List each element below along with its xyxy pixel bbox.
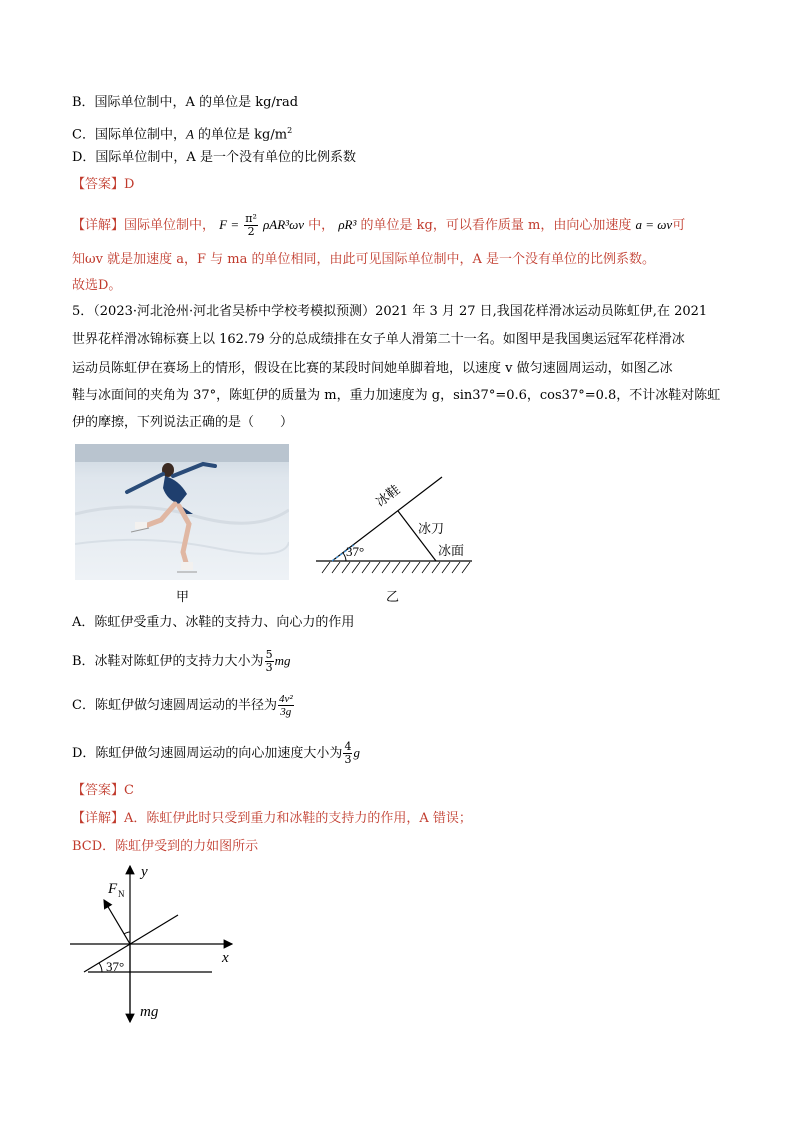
detail-5-line2: BCD．陈虹伊受到的力如图所示 (72, 839, 259, 854)
caption-yi: 乙 (386, 590, 400, 605)
question-5-line4: 鞋与冰面间的夹角为 37°，陈虹伊的质量为 m，重力加速度为 g，sin37°=0.6，cos37°=0.8，不计冰鞋对陈虹 (72, 388, 721, 403)
answer-5: 【答案】C (72, 783, 134, 798)
mg-label: mg (140, 1004, 159, 1020)
ice-blade-label: 冰刀 (418, 522, 445, 537)
option-5-d: D．陈虹伊做匀速圆周运动的向心加速度大小为 $\frac{4}{3}$ g (72, 740, 360, 766)
option-5-c: C．陈虹伊做匀速圆周运动的半径为 $\frac{\text{4v²}}{3g}$ (72, 693, 293, 718)
option-b-prev: B．国际单位制中，A 的单位是 kg/rad (72, 95, 299, 110)
option-5-b: B．冰鞋对陈虹伊的支持力大小为 $\frac{5}{3}$ mg (72, 648, 291, 674)
ice-surface-label: 冰面 (438, 544, 465, 559)
option-d-prev: D．国际单位制中，A 是一个没有单位的比例系数 (72, 150, 356, 165)
question-5-line2: 世界花样滑冰锦标赛上以 162.79 分的总成绩排在女子单人滑第二十一名。如图甲是我国奥运冠军花样滑冰 (72, 332, 685, 347)
skater-photo (75, 444, 289, 580)
shoe-angle-diagram (312, 465, 477, 575)
question-5-line1: 5．（2023·河北沧州·河北省吴桥中学校考模拟预测）2021 年 3 月 27 日,我国花样滑冰运动员陈虹伊,在 2021 (72, 304, 708, 319)
x-axis-label: x (222, 950, 229, 966)
detail-4-line3: 故选D。 (72, 278, 122, 293)
option-c-prev: C．国际单位制中，A 的单位是 $kg/m^2$ (72, 126, 293, 143)
option-5-a: A．陈虹伊受重力、冰鞋的支持力、向心力的作用 (72, 615, 355, 630)
angle-label: 37° (346, 544, 365, 559)
y-axis-label: y (141, 864, 148, 880)
force-diagram (70, 860, 240, 1025)
answer-4: 【答案】D (72, 177, 135, 192)
fn-subscript: N (118, 889, 125, 899)
angle-37-label: 37° (106, 959, 125, 974)
detail-4-line1: 【详解】国际单位制中， F = $\frac{\text{π²}}{2}$ ρAR³ωv 中， ρR³ 的单位是 kg，可以看作质量 m，由向心加速度 a = ωv可 (72, 212, 686, 238)
detail-4-line2: 知ωv 就是加速度 a，F 与 ma 的单位相同，由此可见国际单位制中，A 是一个没有单位的比例系数。 (72, 252, 655, 267)
fn-label: F (108, 881, 118, 897)
question-5-line5: 伊的摩擦，下列说法正确的是（ ） (72, 415, 294, 430)
caption-jia: 甲 (176, 590, 190, 605)
question-5-line3: 运动员陈虹伊在赛场上的情形，假设在比赛的某段时间她单脚着地，以速度 v 做匀速圆周运动，如图乙冰 (72, 361, 673, 376)
detail-5-line1: 【详解】A．陈虹伊此时只受到重力和冰鞋的支持力的作用，A 错误； (72, 811, 472, 826)
ice-shoe-label: 冰鞋 (373, 482, 404, 511)
